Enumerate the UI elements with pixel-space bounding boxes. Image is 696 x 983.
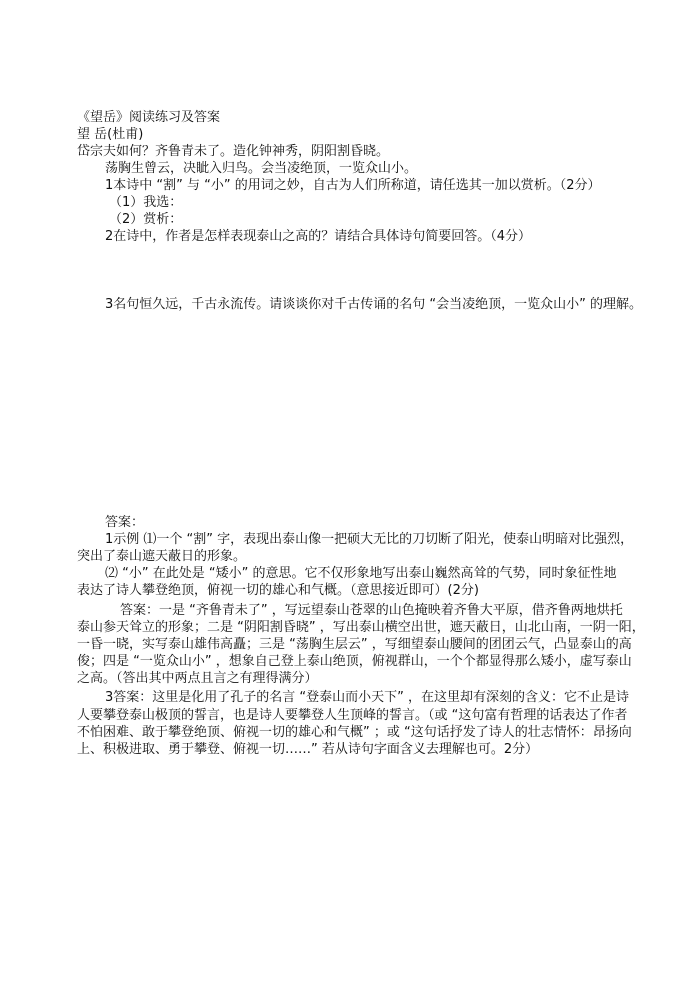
question-1-pick: （1）我选： <box>109 195 183 210</box>
poem-line-2: 荡胸生曾云，决眦入归鸟。会当凌绝顶，一览众山小。 <box>105 161 418 176</box>
answer-2-line-2: 泰山参天耸立的形象；二是 “阴阳割昏晓” ，写出泰山横空出世，遮天蔽日，山北山南，一阴一阳， <box>77 620 645 635</box>
answer-3-line-4: 上、积极进取、勇于攀登、俯视一切……” 若从诗句字面含义去理解也可。2分） <box>77 742 539 757</box>
question-3: 3名句恒久远，千古永流传。请谈谈你对千古传诵的名句 “会当凌绝顶，一览众山小” 的理解。 <box>105 297 643 312</box>
answer-2-line-3: 一昏一晓，实写泰山雄伟高矗；三是 “荡胸生层云” ，写细望泰山腰间的团团云气，凸显泰山的高 <box>77 637 632 652</box>
answer-2-line-1: 答案：一是 “齐鲁青未了” ，写远望泰山苍翠的山色掩映着齐鲁大平原，借齐鲁两地烘托 <box>120 603 623 618</box>
question-1: 1本诗中 “割” 与 “小” 的用词之妙，自古为人们所称道，请任选其一加以赏析。（2分） <box>105 178 601 193</box>
answer-2-line-5: 之高。（答出其中两点且言之有理得满分） <box>77 671 318 686</box>
document-title: 《望岳》阅读练习及答案 <box>77 110 221 125</box>
answer-1-line-1: 1示例 ⑴一个 “割” 字，表现出泰山像一把硕大无比的刀切断了阳光，使泰山明暗对比强烈， <box>105 532 634 547</box>
answer-3-line-2: 人要攀登泰山极顶的誓言，也是诗人要攀登人生顶峰的誓言。（或 “这句富有哲理的话表达了作者 <box>77 708 628 723</box>
poem-heading: 望 岳(杜甫) <box>77 127 144 142</box>
answer-2-line-4: 俊；四是 “一览众山小” ，想象自己登上泰山绝顶，俯视群山，一个个都显得那么矮小，虚写泰山 <box>77 654 632 669</box>
poem-line-1: 岱宗夫如何？齐鲁青未了。造化钟神秀，阴阳割昏晓。 <box>77 144 390 159</box>
answer-1b-line-2: 表达了诗人攀登绝顶，俯视一切的雄心和气概。（意思接近即可）(2分) <box>77 583 479 598</box>
answer-label: 答案： <box>105 515 145 530</box>
answer-1b-line-1: ⑵ “小” 在此处是 “矮小” 的意思。它不仅形象地写出泰山巍然高耸的气势，同时象征性地 <box>105 566 617 581</box>
question-1-appreciate: （2）赏析： <box>109 212 183 227</box>
answer-1-line-2: 突出了泰山遮天蔽日的形象。 <box>77 549 247 564</box>
answer-3-line-3: 不怕困难、敢于攀登绝顶、俯视一切的雄心和气概” ；或 “这句话抒发了诗人的壮志情怀：昂扬向 <box>77 725 632 740</box>
answer-3-line-1: 3答案：这里是化用了孔子的名言 “登泰山而小天下” ，在这里却有深刻的含义：它不止是诗 <box>105 690 630 705</box>
question-2: 2在诗中，作者是怎样表现泰山之高的？请结合具体诗句简要回答。（4分） <box>105 229 532 244</box>
